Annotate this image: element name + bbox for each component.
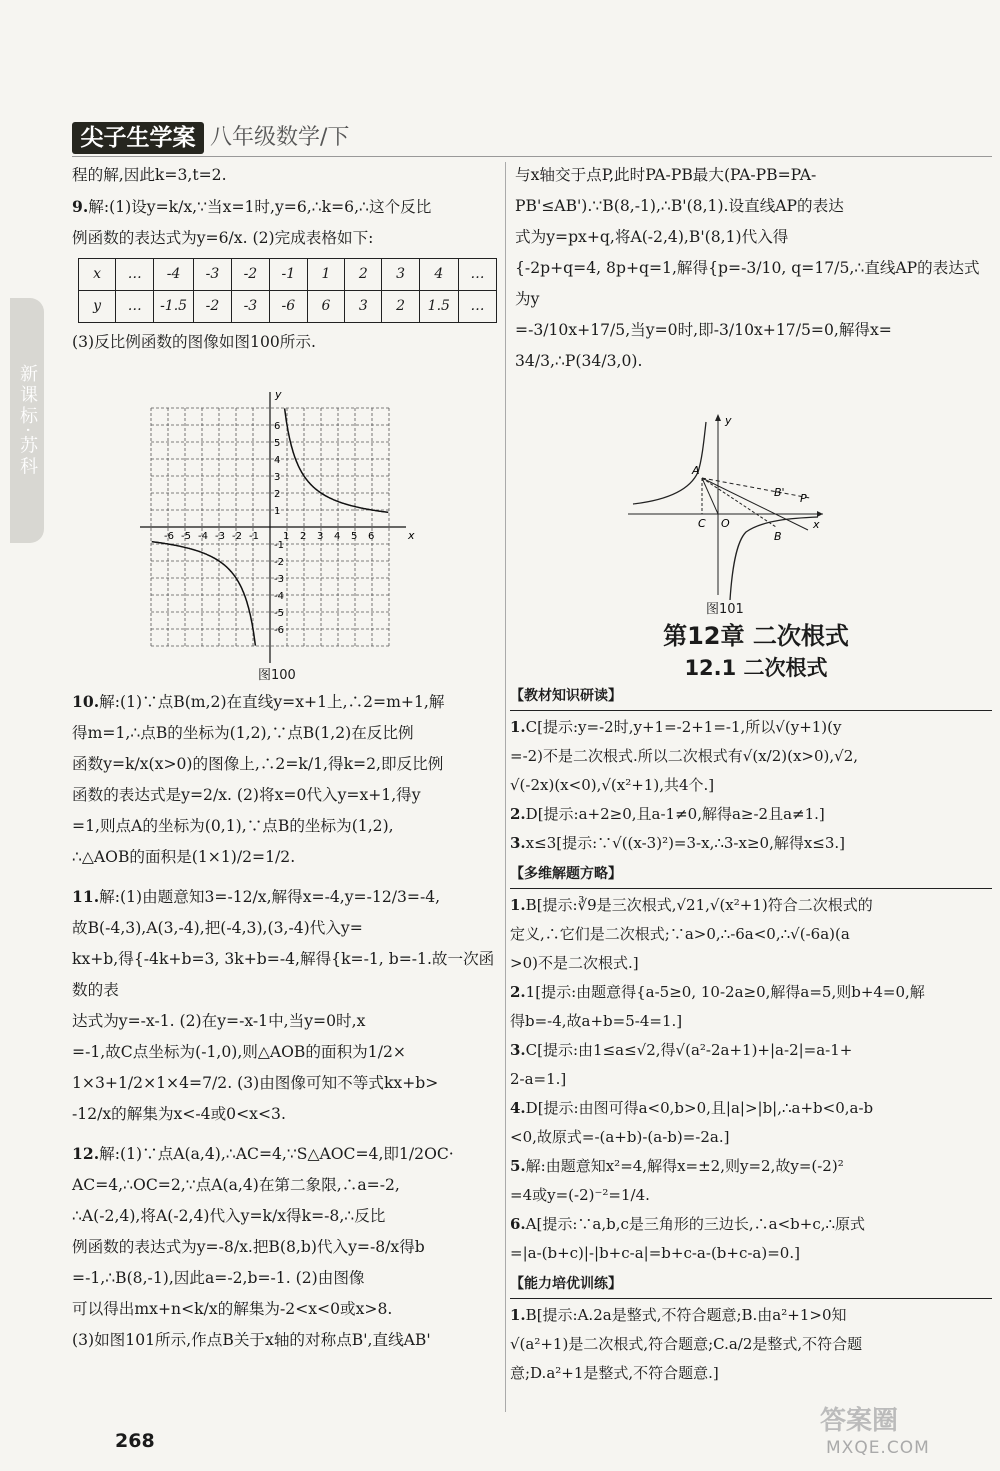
label-b-prime: B'	[774, 486, 785, 499]
tick-x: -5	[181, 531, 191, 542]
tick-y: -4	[274, 591, 284, 602]
tick-y: -6	[274, 625, 284, 636]
tick-y: -2	[274, 557, 284, 568]
figure-100-caption: 图100	[258, 668, 296, 683]
right-line: =-3/10x+17/5,当y=0时,即-3/10x+17/5=0,解得x=	[515, 321, 892, 339]
table-cell: -2	[231, 259, 269, 291]
left-column	[72, 160, 497, 358]
section-header-3: 【能力培优训练】	[510, 1270, 992, 1299]
item-line: 定义,∴它们是二次根式;∵a>0,∴-6a<0,∴√(-6a)(a	[510, 925, 850, 943]
axis-y-label: y	[275, 392, 282, 401]
tick-y: -3	[274, 574, 284, 585]
label-b: B	[774, 530, 782, 543]
tick-x: -4	[198, 531, 208, 542]
item-line: C[提示:由1≤a≤√2,得√(a²-2a+1)+|a-2|=a-1+	[525, 1041, 853, 1059]
tick-y: 2	[274, 489, 281, 500]
y-arrow	[715, 414, 721, 421]
tick-y: 4	[274, 455, 281, 466]
q11-line: 解:(1)由题意知3=-12/x,解得x=-4,y=-12/3=-4,	[99, 888, 441, 906]
chapter-title: 第12章 二次根式	[663, 622, 849, 650]
q11-line: 1×3+1/2×1×4=7/2. (3)由图像可知不等式kx+b>	[72, 1074, 439, 1092]
q9-line-1: 解:(1)设y=k/x,∵当x=1时,y=6,∴k=6,∴这个反比	[88, 198, 432, 216]
item-line: D[提示:由图可得a<0,b>0,且|a|>|b|,∴a+b<0,a-b	[525, 1099, 874, 1117]
tick-x: 4	[334, 531, 341, 542]
item-line: 意;D.a²+1是整式,不符合题意.]	[510, 1364, 719, 1382]
q10-line: 解:(1)∵点B(m,2)在直线y=x+1上,∴2=m+1,解	[99, 693, 445, 711]
q9-number: 9.	[72, 197, 89, 216]
table-cell: 3	[345, 291, 382, 323]
table-row-y	[79, 291, 497, 323]
q10-line: ∴△AOB的面积是(1×1)/2=1/2.	[72, 848, 296, 866]
table-cell: 2	[382, 291, 419, 323]
q10-line: 得m=1,∴点B的坐标为(1,2),∵点B(1,2)在反比例	[72, 724, 414, 742]
q11-number: 11.	[72, 887, 100, 906]
line-ao	[702, 478, 718, 514]
table-cell: x	[79, 259, 116, 291]
page-number: 268	[115, 1430, 155, 1452]
tick-x: 6	[368, 531, 375, 542]
item-number: 1.	[510, 896, 526, 914]
section-header-2: 【多维解题方略】	[510, 860, 992, 889]
tick-y: 5	[274, 438, 281, 449]
table-cell: 2	[345, 259, 382, 291]
tick-y: -1	[274, 540, 284, 551]
q10-number: 10.	[72, 692, 100, 711]
table-cell: …	[458, 259, 496, 291]
line-0: 程的解,因此k=3,t=2.	[72, 166, 227, 184]
q12-line: 可以得出mx+n<k/x的解集为-2<x<0或x>8.	[72, 1300, 393, 1318]
q12-line: ∴A(-2,4),将A(-2,4)代入y=k/x得k=-8,∴反比	[72, 1207, 386, 1225]
table-cell: …	[116, 259, 154, 291]
book-subtitle: 八年级数学/下	[210, 125, 350, 150]
q12-line: =-1,∴B(8,-1),因此a=-2,b=-1. (2)由图像	[72, 1269, 365, 1287]
q10-line: =1,则点A的坐标为(0,1),∵点B的坐标为(1,2),	[72, 817, 394, 835]
q12-line: 例函数的表达式为y=-8/x.把B(8,b)代入y=-8/x得b	[72, 1238, 425, 1256]
item-line: B[提示:A.2a是整式,不符合题意;B.由a²+1>0知	[525, 1306, 847, 1324]
item-line: 解:由题意知x²=4,解得x=±2,则y=2,故y=(-2)²	[525, 1157, 844, 1175]
q11-line: =-1,故C点坐标为(-1,0),则△AOB的面积为1/2×	[72, 1043, 406, 1061]
section-header-1: 【教材知识研读】	[510, 682, 992, 711]
right-column-top	[515, 160, 993, 377]
side-tab: 新课标·苏科	[10, 298, 44, 543]
table-cell: …	[116, 291, 154, 323]
item-line: 1[提示:由题意得{a-5≥0, 10-2a≥0,解得a=5,则b+4=0,解	[525, 983, 925, 1001]
hyperbola-branch-q3	[152, 542, 256, 646]
table-cell: -3	[231, 291, 269, 323]
table-cell: …	[458, 291, 496, 323]
item-line: B[提示:∛9是三次根式,√21,√(x²+1)符合二次根式的	[525, 896, 873, 914]
label-p: P	[800, 492, 807, 505]
table-cell: -3	[193, 259, 231, 291]
item-number: 1.	[510, 718, 526, 736]
item-number: 6.	[510, 1215, 526, 1233]
item-line: >0)不是二次根式.]	[510, 954, 639, 972]
tick-y: 6	[274, 421, 281, 432]
right-line: {-2p+q=4, 8p+q=1,解得{p=-3/10, q=17/5,∴直线AP的表达式为y	[515, 259, 980, 308]
table-cell: 4	[419, 259, 458, 291]
watermark-url: MXQE.COM	[826, 1438, 930, 1458]
tick-y: 1	[274, 506, 281, 517]
item-line: =|a-(b+c)|-|b+c-a|=b+c-a-(b+c-a)=0.]	[510, 1244, 800, 1262]
q12-line: 解:(1)∵点A(a,4),∴AC=4,∵S△AOC=4,即1/2OC·	[99, 1145, 454, 1163]
item-line: =4或y=(-2)⁻²=1/4.	[510, 1186, 650, 1204]
q11-line: 故B(-4,3),A(3,-4),把(-4,3),(3,-4)代入y=	[72, 919, 363, 937]
q10-line: 函数y=k/x(x>0)的图像上,∴2=k/1,得k=2,即反比例	[72, 755, 444, 773]
label-c: C	[698, 517, 706, 530]
curve-q2	[633, 422, 706, 504]
table-cell: -1.5	[154, 291, 194, 323]
table-cell: y	[79, 291, 116, 323]
table-cell: 1.5	[419, 291, 458, 323]
right-line: PB'≤AB').∵B(8,-1),∴B'(8,1).设直线AP的表达	[515, 197, 844, 215]
label-y: y	[725, 414, 732, 427]
table-row-x	[79, 259, 497, 291]
item-line: √(-2x)(x<0),√(x²+1),共4个.]	[510, 776, 715, 794]
item-number: 4.	[510, 1099, 526, 1117]
table-cell: 6	[307, 291, 344, 323]
column-divider	[505, 162, 506, 1412]
item-line: D[提示:a+2≥0,且a-1≠0,解得a≥-2且a≠1.]	[525, 805, 825, 823]
q12-line: AC=4,∴OC=2,∵点A(a,4)在第二象限,∴a=-2,	[72, 1176, 400, 1194]
figure-101	[628, 410, 828, 600]
question-12	[72, 1138, 497, 1356]
item-line: 2-a=1.]	[510, 1070, 567, 1088]
question-11	[72, 881, 497, 1130]
hyperbola-branch-q1	[285, 408, 389, 512]
table-cell: -4	[154, 259, 194, 291]
question-10	[72, 686, 497, 873]
q12-line: (3)如图101所示,作点B关于x轴的对称点B',直线AB'	[72, 1331, 431, 1349]
item-number: 3.	[510, 834, 526, 852]
item-line: =-2)不是二次根式.所以二次根式有√(x/2)(x>0),√2,	[510, 747, 859, 765]
x-arrow	[817, 511, 823, 517]
axis-x-label: x	[408, 529, 415, 542]
item-line: A[提示:∵a,b,c是三角形的三边长,∴a<b+c,∴原式	[525, 1215, 866, 1233]
item-line: x≤3[提示:∵√((x-3)²)=3-x,∴3-x≥0,解得x≤3.]	[525, 834, 846, 852]
item-line: <0,故原式=-(a+b)-(a-b)=-2a.]	[510, 1128, 730, 1146]
table-cell: -1	[269, 259, 307, 291]
q9-line-2: 例函数的表达式为y=6/x. (2)完成表格如下:	[72, 229, 374, 247]
q9-after: (3)反比例函数的图像如图100所示.	[72, 333, 316, 351]
value-table	[78, 258, 497, 323]
label-a: A	[692, 464, 700, 477]
tick-x: -6	[164, 531, 174, 542]
header-rule	[72, 156, 992, 157]
left-column-lower	[72, 686, 497, 1356]
q11-line: -12/x的解集为x<-4或0<x<3.	[72, 1105, 286, 1123]
figure-100	[140, 392, 430, 682]
tick-y: -5	[274, 608, 284, 619]
item-number: 1.	[510, 1306, 526, 1324]
tick-x: 2	[300, 531, 307, 542]
table-cell: -2	[193, 291, 231, 323]
q12-number: 12.	[72, 1144, 100, 1163]
item-line: √(a²+1)是二次根式,符合题意;C.a/2是整式,不符合题	[510, 1335, 863, 1353]
section-title: 12.1 二次根式	[684, 656, 828, 680]
item-number: 3.	[510, 1041, 526, 1059]
item-number: 2.	[510, 805, 526, 823]
brand-label: 尖子生学案	[72, 122, 204, 154]
tick-y: 3	[274, 472, 281, 483]
table-cell: 3	[382, 259, 419, 291]
label-x: x	[813, 518, 820, 531]
item-line: C[提示:y=-2时,y+1=-2+1=-1,所以√(y+1)(y	[525, 718, 842, 736]
question-9	[72, 191, 497, 358]
tick-x: -2	[232, 531, 242, 542]
watermark-logo: 答案圈	[820, 1406, 899, 1436]
q11-line: kx+b,得{-4k+b=3, 3k+b=-4,解得{k=-1, b=-1.故一次函数的表	[72, 950, 495, 999]
q11-line: 达式为y=-x-1. (2)在y=-x-1中,当y=0时,x	[72, 1012, 366, 1030]
right-column-lower	[510, 680, 992, 1388]
table-cell: 1	[307, 259, 344, 291]
tick-x: 3	[317, 531, 324, 542]
right-line: 与x轴交于点P,此时PA-PB最大(PA-PB=PA-	[515, 166, 817, 184]
right-line: 34/3,∴P(34/3,0).	[515, 352, 643, 370]
right-line: 式为y=px+q,将A(-2,4),B'(8,1)代入得	[515, 228, 789, 246]
item-number: 5.	[510, 1157, 526, 1175]
table-cell: -6	[269, 291, 307, 323]
tick-x: 5	[351, 531, 358, 542]
q10-line: 函数的表达式是y=2/x. (2)将x=0代入y=x+1,得y	[72, 786, 421, 804]
item-number: 2.	[510, 983, 526, 1001]
tick-x: -3	[215, 531, 225, 542]
item-line: 得b=-4,故a+b=5-4=1.]	[510, 1012, 683, 1030]
tick-x: -1	[249, 531, 259, 542]
label-o: O	[721, 517, 730, 530]
figure-101-caption: 图101	[706, 602, 744, 617]
tick-x: 1	[283, 531, 290, 542]
